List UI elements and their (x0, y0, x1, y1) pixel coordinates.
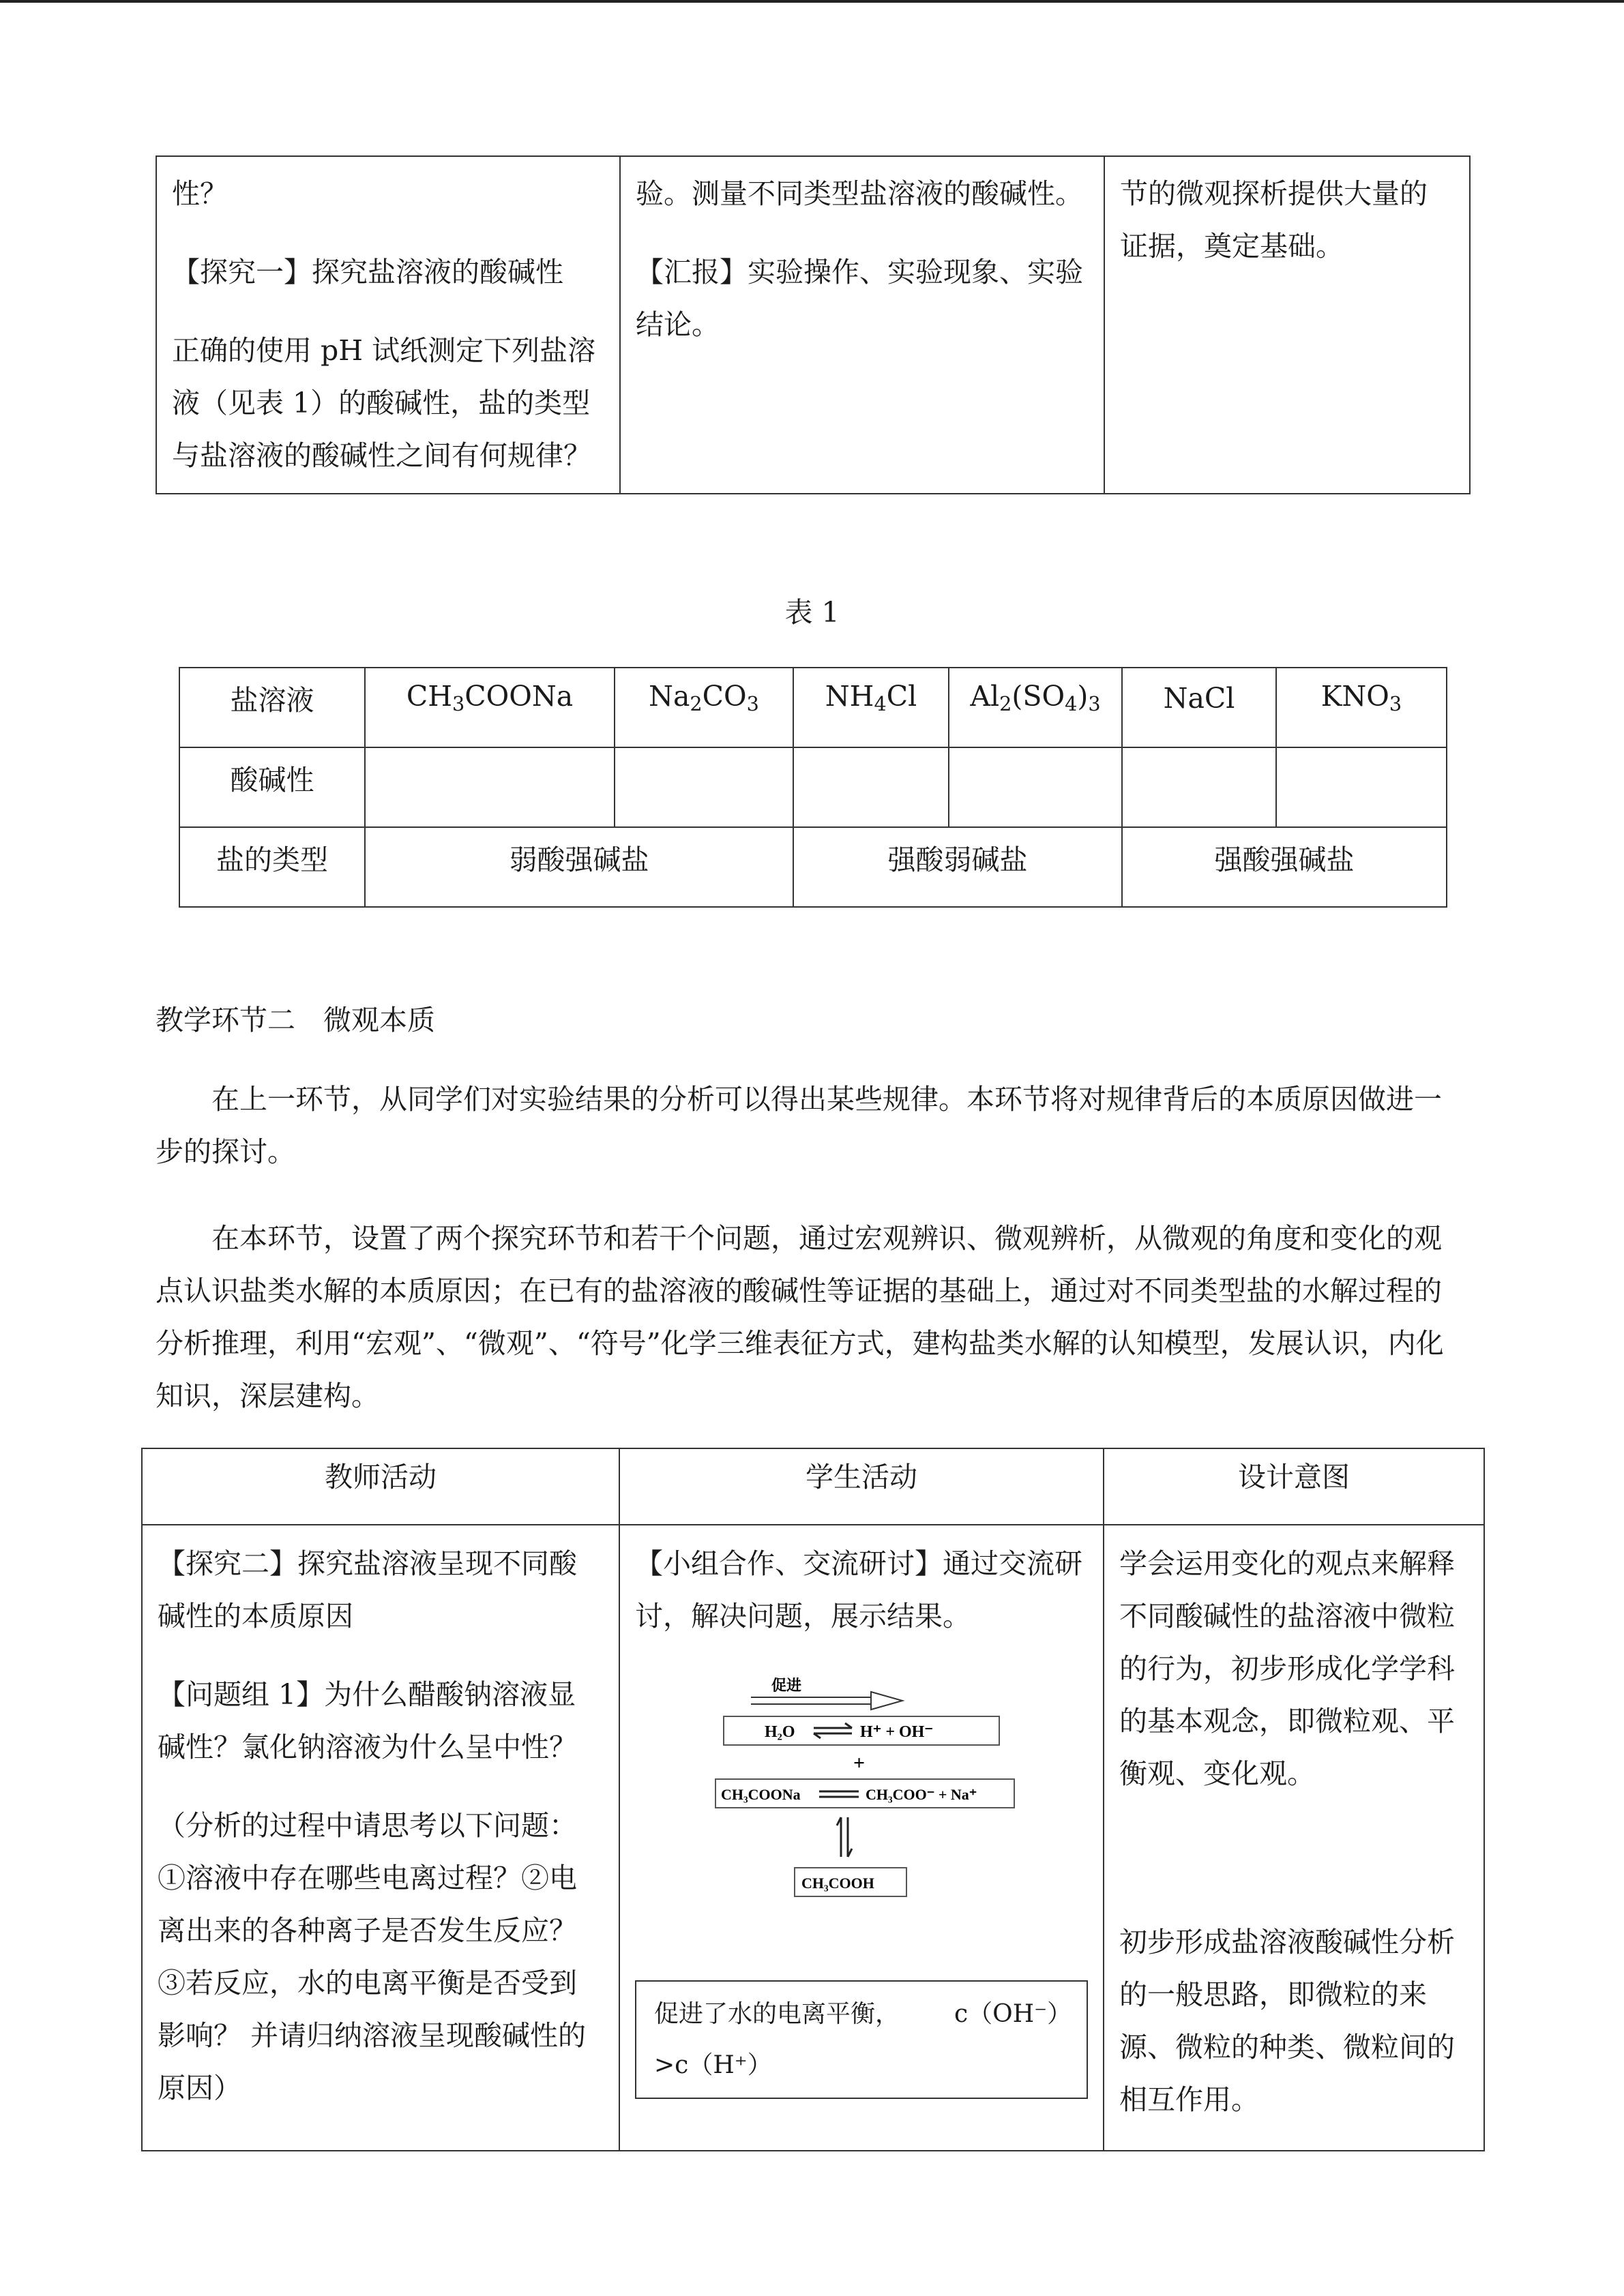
table-row (179, 668, 1447, 747)
table-row (179, 747, 1447, 827)
design-intent-cell (1104, 1525, 1484, 2151)
table-cell (1276, 747, 1447, 827)
row-label-salt: 盐溶液 (230, 684, 314, 717)
salt-eq-left: CH₃COONa (721, 1786, 801, 1803)
header-student: 学生活动 (619, 1448, 1104, 1525)
table-cell (1122, 827, 1447, 907)
type-strong-acid-weak-base: 强酸弱碱盐 (887, 844, 1028, 876)
table-cell (615, 668, 793, 747)
explore-one-heading: 【探究一】探究盐溶液的酸碱性 (172, 256, 563, 288)
salt-ch3coona: $CH_3COONa$ (406, 680, 574, 716)
group-work-text: 【小组合作、交流研讨】通过交流研讨，解决问题，展示结果。 (635, 1547, 1082, 1632)
hydrolysis-diagram-svg (635, 1670, 1088, 1950)
analysis-questions: （分析的过程中请思考以下问题：①溶液中存在哪些电离过程？②电离出来的各种离子是否发生反应？③若反应，水的电离平衡是否受到影响？ 并请归纳溶液呈现酸碱性的原因） (158, 1809, 587, 2104)
table-cell (1122, 668, 1276, 747)
table1-caption: 表 1 (784, 596, 840, 629)
table-cell (793, 827, 1122, 907)
salt-kno3: $KNO_3$ (1320, 680, 1402, 716)
promote-label: 促进 (771, 1677, 802, 1694)
table-header-row (142, 1448, 1484, 1525)
table-row (156, 156, 1470, 494)
type-weak-acid-strong-base: 弱酸强碱盐 (509, 844, 649, 876)
ionization-arrow (819, 1791, 859, 1797)
explore-two-heading: 【探究二】探究盐溶液呈现不同酸碱性的本质原因 (158, 1547, 577, 1632)
top-student-text2: 【汇报】实验操作、实验现象、实验结论。 (636, 256, 1083, 341)
equilibrium-arrows-2 (837, 1817, 852, 1857)
table-row (142, 1525, 1484, 2151)
type-strong-acid-strong-base: 强酸强碱盐 (1214, 844, 1355, 876)
table-cell (949, 747, 1122, 827)
result-text-a: 促进了水的电离平衡， (654, 2000, 900, 2028)
plus-sign: + (853, 1752, 866, 1774)
row-label-type: 盐的类型 (216, 844, 328, 876)
top-design-cell (1104, 156, 1470, 494)
equilibrium-arrows-1 (814, 1723, 852, 1738)
header-teacher: 教师活动 (142, 1448, 619, 1525)
hydrolysis-diagram (635, 1670, 1088, 1967)
design-intent-2: 初步形成盐溶液酸碱性分析的一般思路，即微粒的来源、微粒的种类、微粒间的相互作用。 (1119, 1926, 1455, 2116)
water-eq-right: H⁺ + OH⁻ (860, 1723, 934, 1741)
salt-eq-right: CH₃COO⁻ + Na⁺ (866, 1786, 977, 1803)
salt-nacl: NaCl (1163, 681, 1235, 715)
acetic-acid-label: CH₃COOH (801, 1875, 874, 1892)
salt-table (179, 667, 1447, 908)
table-cell (1122, 747, 1276, 827)
activity-table (141, 1448, 1485, 2151)
page-top-border (0, 0, 1624, 3)
table-row (179, 827, 1447, 907)
teacher-activity-cell (142, 1525, 619, 2151)
result-text-b: c（OH⁻）>c（H⁺） (654, 2000, 1060, 2079)
student-activity-cell (619, 1525, 1104, 2151)
table-cell (179, 747, 365, 827)
table-cell (365, 747, 615, 827)
question-group-1: 【问题组 1】为什么醋酸钠溶液显碱性？氯化钠溶液为什么呈中性？ (158, 1678, 577, 1763)
promote-arrow (751, 1692, 902, 1710)
top-design-text: 节的微观探析提供大量的证据，奠定基础。 (1120, 177, 1428, 263)
design-intent-1: 学会运用变化的观点来解释不同酸碱性的盐溶液中微粒的行为，初步形成化学学科的基本观念，即微粒观、平衡观、变化观。 (1119, 1547, 1455, 1790)
top-student-text1: 验。测量不同类型盐溶液的酸碱性。 (636, 177, 1083, 210)
salt-na2co3: $Na_2CO_3$ (649, 680, 759, 716)
table-cell (949, 668, 1122, 747)
row-label-acidity: 酸碱性 (230, 764, 314, 796)
salt-nh4cl: $NH_4Cl$ (825, 680, 917, 716)
result-box (635, 1980, 1088, 2099)
table-cell (615, 747, 793, 827)
table-cell (365, 827, 793, 907)
table-cell (365, 668, 615, 747)
table-cell (793, 668, 949, 747)
table-cell (793, 747, 949, 827)
top-table (156, 155, 1471, 494)
table-cell (179, 827, 365, 907)
top-teacher-line1: 性？ (172, 177, 228, 210)
section2-heading: 教学环节二 微观本质 (156, 1004, 435, 1037)
table-cell (1276, 668, 1447, 747)
table-cell (179, 668, 365, 747)
explore-one-text: 正确的使用 pH 试纸测定下列盐溶液（见表 1）的酸碱性，盐的类型与盐溶液的酸碱性之间有何规律？ (172, 334, 596, 472)
top-student-cell (620, 156, 1104, 494)
section2-para2: 在本环节，设置了两个探究环节和若干个问题，通过宏观辨识、微观辨析，从微观的角度和变化的观点认识盐类水解的本质原因；在已有的盐溶液的酸碱性等证据的基础上，通过对不同类型盐的水解过程的分析推理，利用“宏观”、“微观”、“符号”化学三维表征方式，建构盐类水解的认知模型，发展认识，内化知识，深层建构。 (156, 1222, 1444, 1412)
top-teacher-cell (156, 156, 620, 494)
salt-al2so43: $Al_2(SO_4)_3$ (970, 680, 1101, 716)
header-design: 设计意图 (1104, 1448, 1484, 1525)
water-eq-left: H₂O (765, 1723, 795, 1741)
section2-para1: 在上一环节，从同学们对实验结果的分析可以得出某些规律。本环节将对规律背后的本质原因做进一步的探讨。 (156, 1083, 1442, 1168)
